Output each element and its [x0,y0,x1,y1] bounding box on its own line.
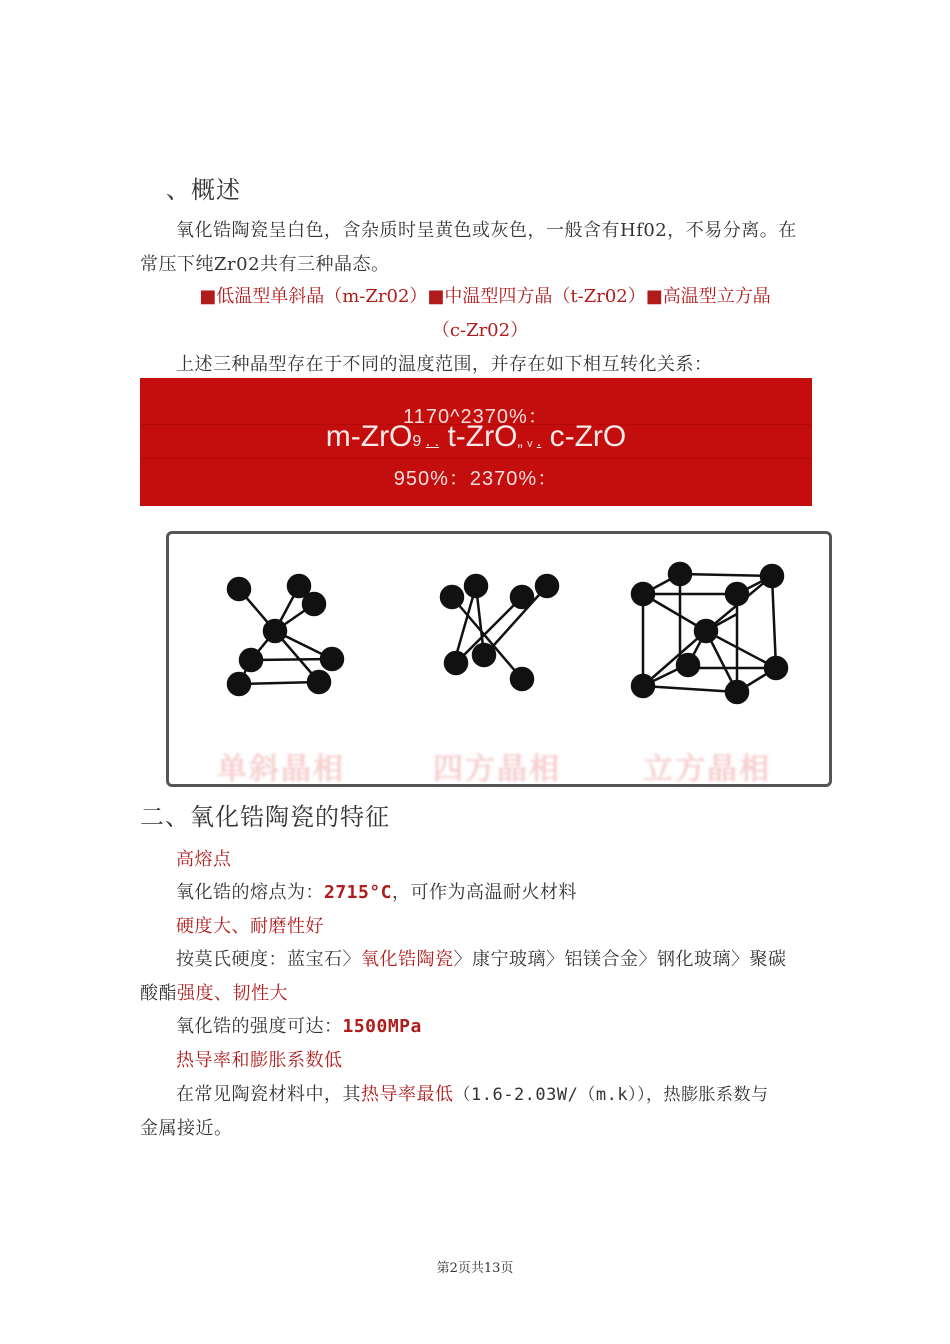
feature-title-thermal: 热导率和膨胀系数低 [176,1050,343,1071]
section-heading-overview: 、概述 [166,176,241,204]
formula-subscript: „ ᵥ [517,433,537,450]
feature-title-melting-point: 高熔点 [176,849,232,870]
feature-text [176,1078,769,1112]
crystal-label-monoclinic: 单斜晶相 [217,752,345,787]
transformation-temp-top: 1170^2370%： [403,406,549,428]
text-span: 氧化锆的熔点为： [176,882,324,903]
crystal-label-cubic: 立方晶相 [643,752,771,787]
feature-title-hardness: 硬度大、耐磨性好 [176,916,324,937]
section-heading-features: 二、氧化锆陶瓷的特征 [140,803,390,831]
zirconia-highlight: 氧化锆陶瓷 [361,949,454,970]
formula-c-zro: c-ZrO [549,420,627,453]
paragraph-line: 常压下纯Zr02共有三种晶态。 [140,254,390,275]
arrow-icon: . . [425,433,440,450]
feature-text [176,1010,422,1044]
cubic-structure [632,563,787,703]
feature-text [176,876,577,910]
crystal-label-tetragonal: 四方晶相 [433,752,561,787]
transformation-temp-bottom: 950%：2370%： [393,468,559,490]
crystal-types-line: ■低温型单斜晶（m-Zr02）■中温型四方晶（t-Zr02）■高温型立方晶 [199,286,771,307]
feature-title-strength: 强度、韧性大 [177,983,288,1004]
feature-text [176,943,787,977]
paragraph-line: 上述三种晶型存在于不同的温度范围，并存在如下相互转化关系： [176,354,713,375]
feature-text: 金属接近。 [140,1118,233,1139]
feature-text [140,977,288,1011]
tetragonal-structure [441,575,558,690]
transformation-formula [140,420,812,454]
formula-t-zro: t-ZrO [447,420,518,453]
crystal-structure-figure [166,531,832,787]
formula-m-zro: m-ZrO [325,420,413,453]
page-footer: 第2页共13页 [436,1261,514,1276]
text-span: 酸酯 [140,983,177,1004]
text-span: 〉康宁玻璃〉铝镁合金〉钢化玻璃〉聚碳 [453,949,787,970]
formula-subscript: 9 [412,433,426,450]
paragraph-line: 氧化锆陶瓷呈白色，含杂质时呈黄色或灰色，一般含有Hf02，不易分离。在 [176,220,797,241]
monoclinic-structure [228,575,343,695]
arrow-icon: . [536,433,542,450]
text-span: （1.6-2.03W/（m.k）），热膨胀系数与 [453,1085,769,1105]
strength-value: 1500MPa [342,1016,422,1037]
thermal-highlight: 热导率最低 [361,1084,454,1105]
crystal-types-line: （c-Zr02） [431,320,529,341]
text-span: 按莫氏硬度：蓝宝石〉 [176,949,361,970]
text-span: 氧化锆的强度可达： [176,1016,343,1037]
phase-transformation-diagram [140,378,812,506]
text-span: 在常见陶瓷材料中，其 [176,1084,361,1105]
text-span: ，可作为高温耐火材料 [392,882,578,903]
melting-point-value: 2715°C [324,882,393,903]
